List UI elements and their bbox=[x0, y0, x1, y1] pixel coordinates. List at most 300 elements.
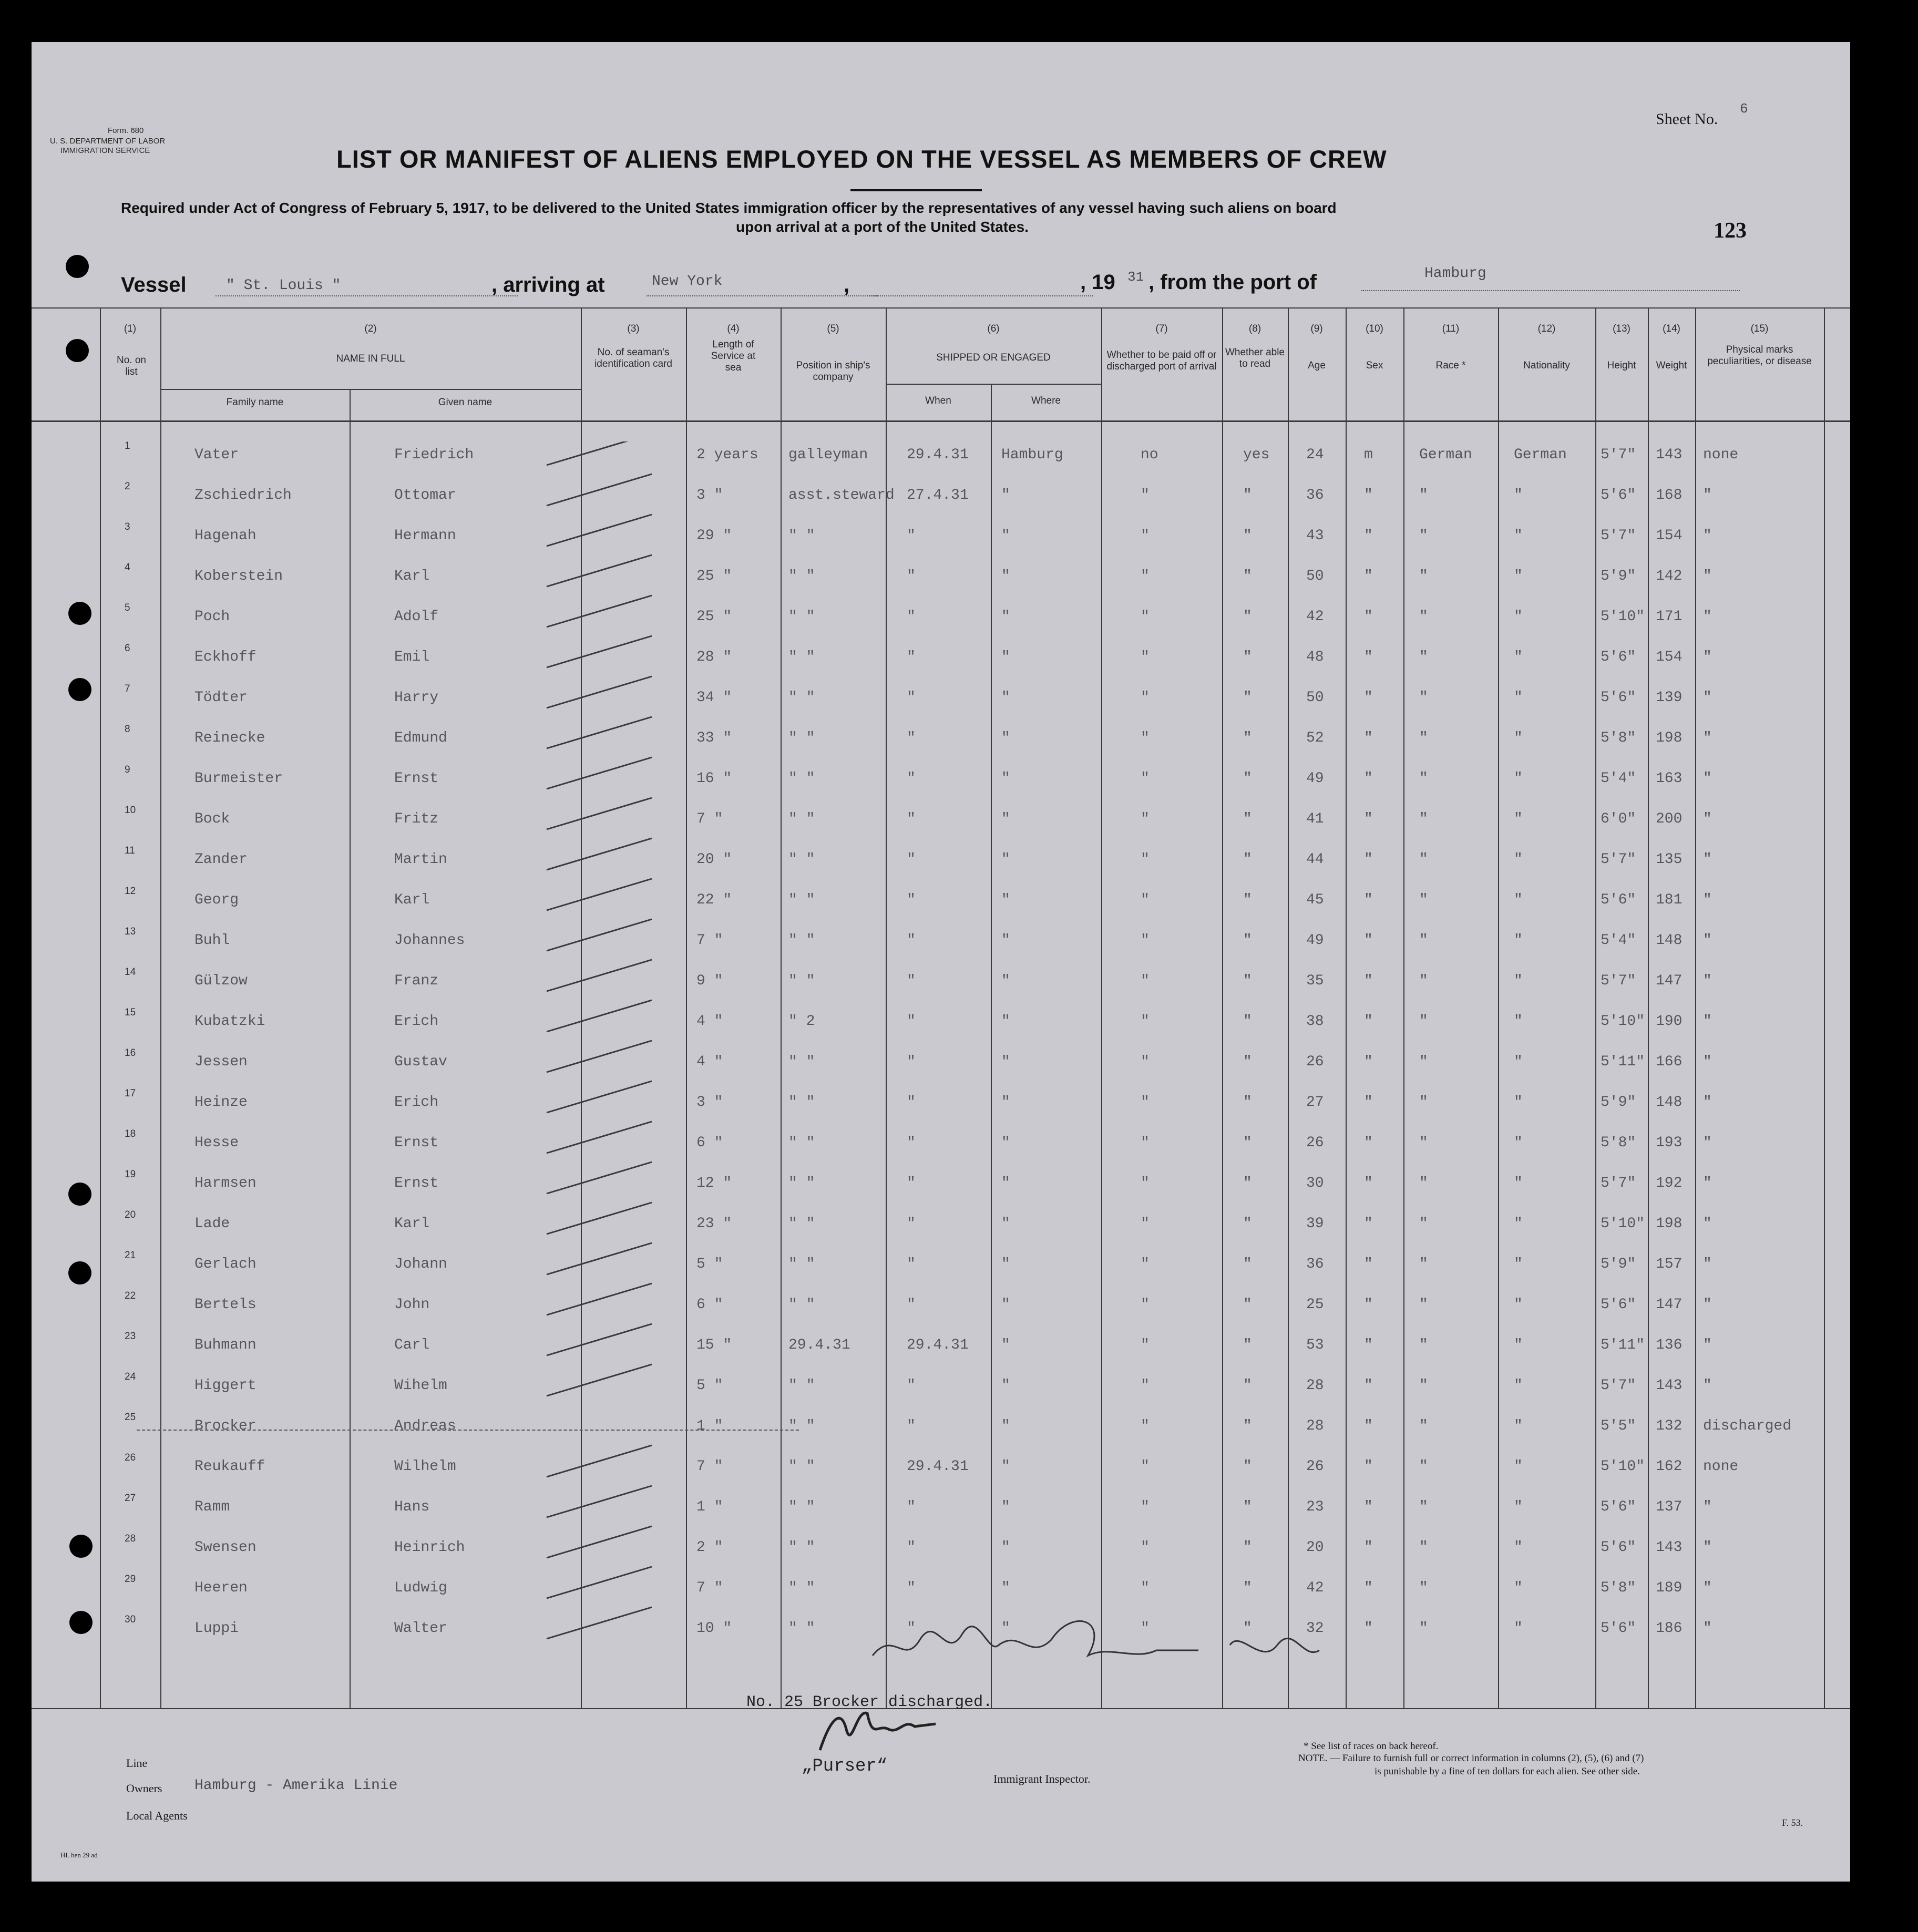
paid-off-cell: " bbox=[1141, 1337, 1150, 1353]
weight-cell: 181 bbox=[1656, 892, 1683, 908]
sex-cell: " bbox=[1364, 1620, 1373, 1637]
shipped-when-cell: " bbox=[907, 1378, 916, 1394]
row-number-cell: 29 bbox=[125, 1574, 136, 1585]
paid-off-cell: " bbox=[1141, 730, 1150, 746]
race-cell: " bbox=[1419, 730, 1428, 746]
paid-off-cell: " bbox=[1141, 1216, 1150, 1232]
col-4-number: (4) bbox=[727, 323, 740, 334]
shipped-when-cell: " bbox=[907, 1256, 916, 1272]
sex-cell: " bbox=[1364, 1499, 1373, 1515]
col-3-number: (3) bbox=[627, 323, 640, 334]
physical-marks-cell: " bbox=[1703, 1175, 1712, 1191]
column-rule bbox=[1288, 307, 1289, 1708]
position-cell: " " bbox=[788, 1175, 815, 1191]
age-cell: 28 bbox=[1306, 1418, 1324, 1434]
nationality-cell: " bbox=[1514, 1216, 1523, 1232]
row-number-cell: 30 bbox=[125, 1614, 136, 1625]
line-label: Line bbox=[126, 1756, 148, 1770]
sex-cell: " bbox=[1364, 770, 1373, 787]
physical-marks-cell: " bbox=[1703, 528, 1712, 544]
col-13-header: Height bbox=[1607, 360, 1636, 371]
weight-cell: 168 bbox=[1656, 487, 1683, 503]
shipped-when-cell: " bbox=[907, 932, 916, 949]
shipped-where-cell: " bbox=[1001, 649, 1010, 665]
vessel-field-line bbox=[216, 295, 518, 296]
service-length-cell: 15 " bbox=[696, 1337, 732, 1353]
col-14-header: Weight bbox=[1656, 360, 1687, 371]
able-to-read-cell: " bbox=[1243, 1458, 1252, 1475]
given-name-cell: Karl bbox=[394, 568, 430, 584]
service-length-cell: 25 " bbox=[696, 568, 732, 584]
height-cell: 5'10" bbox=[1601, 1216, 1645, 1232]
family-name-cell: Higgert bbox=[194, 1378, 257, 1394]
weight-cell: 190 bbox=[1656, 1013, 1683, 1030]
sex-cell: " bbox=[1364, 1094, 1373, 1111]
physical-marks-cell: none bbox=[1703, 1458, 1739, 1475]
height-cell: 5'6" bbox=[1601, 649, 1636, 665]
physical-marks-cell: " bbox=[1703, 1094, 1712, 1111]
column-rule bbox=[350, 389, 351, 1708]
age-cell: 26 bbox=[1306, 1054, 1324, 1070]
race-cell: " bbox=[1419, 1337, 1428, 1353]
position-cell: 29.4.31 bbox=[788, 1337, 850, 1353]
family-name-cell: Poch bbox=[194, 609, 230, 625]
given-name-cell: Harry bbox=[394, 690, 439, 706]
paid-off-cell: " bbox=[1141, 1418, 1150, 1434]
given-name-cell: Emil bbox=[394, 649, 430, 665]
row-number-cell: 3 bbox=[125, 521, 130, 532]
page-number: 123 bbox=[1714, 219, 1747, 243]
given-name-cell: Gustav bbox=[394, 1054, 447, 1070]
shipped-where-cell: " bbox=[1001, 770, 1010, 787]
age-cell: 52 bbox=[1306, 730, 1324, 746]
header-bottom-rule bbox=[32, 420, 1850, 422]
nationality-cell: " bbox=[1514, 932, 1523, 949]
position-cell: " " bbox=[788, 1458, 815, 1475]
row-number-cell: 16 bbox=[125, 1047, 136, 1059]
col-2b-header: Given name bbox=[438, 397, 493, 408]
paid-off-cell: " bbox=[1141, 528, 1150, 544]
page-title: LIST OR MANIFEST OF ALIENS EMPLOYED ON THE VESSEL AS MEMBERS OF CREW bbox=[336, 145, 1387, 173]
col-7-number: (7) bbox=[1155, 323, 1168, 334]
column-rule bbox=[1595, 307, 1596, 1708]
weight-cell: 143 bbox=[1656, 447, 1683, 463]
shipped-when-cell: " bbox=[907, 1297, 916, 1313]
sex-cell: " bbox=[1364, 973, 1373, 989]
nationality-cell: " bbox=[1514, 770, 1523, 787]
age-cell: 50 bbox=[1306, 568, 1324, 584]
shipped-when-cell: " bbox=[907, 1175, 916, 1191]
paid-off-cell: " bbox=[1141, 1539, 1150, 1556]
nationality-cell: " bbox=[1514, 528, 1523, 544]
paid-off-cell: " bbox=[1141, 1378, 1150, 1394]
sex-cell: " bbox=[1364, 1337, 1373, 1353]
service-length-cell: 9 " bbox=[696, 973, 723, 989]
column-rule bbox=[1824, 307, 1825, 1708]
position-cell: galleyman bbox=[788, 447, 868, 463]
row-number-cell: 27 bbox=[125, 1493, 136, 1504]
sheet-number: 6 bbox=[1740, 101, 1748, 117]
height-cell: 5'7" bbox=[1601, 1175, 1636, 1191]
shipped-when-cell: " bbox=[907, 892, 916, 908]
weight-cell: 200 bbox=[1656, 811, 1683, 827]
race-cell: " bbox=[1419, 1135, 1428, 1151]
year-label: , 19 bbox=[1080, 271, 1115, 294]
shipped-where-cell: " bbox=[1001, 1013, 1010, 1030]
col-1-header: No. on list bbox=[117, 355, 146, 377]
shipped-when-cell: " bbox=[907, 851, 916, 868]
family-name-cell: Bertels bbox=[194, 1297, 257, 1313]
service-length-cell: 4 " bbox=[696, 1054, 723, 1070]
age-cell: 53 bbox=[1306, 1337, 1324, 1353]
race-cell: " bbox=[1419, 528, 1428, 544]
able-to-read-cell: " bbox=[1243, 1216, 1252, 1232]
nationality-cell: " bbox=[1514, 1297, 1523, 1313]
col-14-number: (14) bbox=[1663, 323, 1680, 334]
printer-code: HL hen 29 ad bbox=[60, 1851, 98, 1859]
race-cell: " bbox=[1419, 1580, 1428, 1596]
physical-marks-cell: " bbox=[1703, 1054, 1712, 1070]
height-cell: 5'10" bbox=[1601, 1013, 1645, 1030]
nationality-cell: " bbox=[1514, 609, 1523, 625]
col-3-header: No. of seaman's identification card bbox=[594, 347, 672, 369]
paid-off-cell: " bbox=[1141, 851, 1150, 868]
shipped-where-cell: " bbox=[1001, 1135, 1010, 1151]
height-cell: 5'4" bbox=[1601, 770, 1636, 787]
paid-off-cell: " bbox=[1141, 1256, 1150, 1272]
position-cell: " " bbox=[788, 1094, 815, 1111]
col-7-header: Whether to be paid off or discharged port of arrival bbox=[1106, 350, 1217, 372]
service-length-cell: 7 " bbox=[696, 932, 723, 949]
nationality-cell: " bbox=[1514, 851, 1523, 868]
service-length-cell: 3 " bbox=[696, 1094, 723, 1111]
purser-stamp: „Purser“ bbox=[802, 1756, 888, 1776]
given-name-cell: Edmund bbox=[394, 730, 447, 746]
family-name-cell: Buhl bbox=[194, 932, 230, 949]
binder-hole bbox=[69, 1535, 93, 1558]
service-length-cell: 33 " bbox=[696, 730, 732, 746]
family-name-cell: Burmeister bbox=[194, 770, 283, 787]
family-name-cell: Heinze bbox=[194, 1094, 248, 1111]
weight-cell: 147 bbox=[1656, 1297, 1683, 1313]
weight-cell: 136 bbox=[1656, 1337, 1683, 1353]
row-number-cell: 26 bbox=[125, 1452, 136, 1463]
able-to-read-cell: " bbox=[1243, 1256, 1252, 1272]
binder-hole bbox=[68, 1183, 91, 1206]
shipped-where-cell: " bbox=[1001, 1337, 1010, 1353]
weight-cell: 198 bbox=[1656, 730, 1683, 746]
paid-off-cell: " bbox=[1141, 1458, 1150, 1475]
service-length-cell: 5 " bbox=[696, 1256, 723, 1272]
family-name-cell: Zschiedrich bbox=[194, 487, 292, 503]
weight-cell: 142 bbox=[1656, 568, 1683, 584]
position-cell: " " bbox=[788, 1054, 815, 1070]
service-length-cell: 7 " bbox=[696, 811, 723, 827]
paid-off-cell: no bbox=[1141, 447, 1158, 463]
column-rule bbox=[686, 307, 687, 1708]
family-name-cell: Koberstein bbox=[194, 568, 283, 584]
physical-marks-cell: " bbox=[1703, 1337, 1712, 1353]
sex-cell: " bbox=[1364, 1054, 1373, 1070]
able-to-read-cell: " bbox=[1243, 1580, 1252, 1596]
shipped-where-cell: " bbox=[1001, 1418, 1010, 1434]
shipped-sub-rule bbox=[886, 384, 1101, 385]
shipped-when-cell: " bbox=[907, 649, 916, 665]
name-sub-rule bbox=[160, 389, 581, 390]
position-cell: " " bbox=[788, 770, 815, 787]
physical-marks-cell: " bbox=[1703, 973, 1712, 989]
row-number-cell: 14 bbox=[125, 967, 136, 978]
height-cell: 5'7" bbox=[1601, 1378, 1636, 1394]
given-name-cell: Heinrich bbox=[394, 1539, 465, 1556]
owners-label: Owners bbox=[126, 1782, 162, 1795]
shipped-when-cell: " bbox=[907, 1013, 916, 1030]
weight-cell: 139 bbox=[1656, 690, 1683, 706]
col-11-header: Race * bbox=[1435, 360, 1466, 371]
physical-marks-cell: " bbox=[1703, 730, 1712, 746]
race-cell: German bbox=[1419, 447, 1472, 463]
weight-cell: 143 bbox=[1656, 1378, 1683, 1394]
vessel-value: " St. Louis " bbox=[226, 278, 341, 294]
column-rule bbox=[1403, 307, 1404, 1708]
shipped-where-cell: " bbox=[1001, 1580, 1010, 1596]
form-number: Form. 680 bbox=[108, 126, 144, 135]
race-cell: " bbox=[1419, 487, 1428, 503]
able-to-read-cell: " bbox=[1243, 528, 1252, 544]
shipped-where-cell: " bbox=[1001, 1094, 1010, 1111]
shipped-when-cell: " bbox=[907, 1094, 916, 1111]
fine-note-1: NOTE. — Failure to furnish full or correct information in columns (2), (5), (6) and (7) bbox=[1298, 1753, 1644, 1764]
weight-cell: 154 bbox=[1656, 528, 1683, 544]
physical-marks-cell: " bbox=[1703, 568, 1712, 584]
age-cell: 49 bbox=[1306, 932, 1324, 949]
paid-off-cell: " bbox=[1141, 892, 1150, 908]
family-name-cell: Tödter bbox=[194, 690, 248, 706]
col-12-number: (12) bbox=[1537, 323, 1556, 334]
height-cell: 5'11" bbox=[1601, 1337, 1645, 1353]
column-rule bbox=[886, 307, 887, 1708]
service-length-cell: 6 " bbox=[696, 1135, 723, 1151]
weight-cell: 148 bbox=[1656, 932, 1683, 949]
weight-cell: 154 bbox=[1656, 649, 1683, 665]
id-card-checkmarks bbox=[531, 441, 668, 1755]
physical-marks-cell: " bbox=[1703, 649, 1712, 665]
row-number-cell: 8 bbox=[125, 724, 130, 735]
nationality-cell: " bbox=[1514, 1175, 1523, 1191]
shipped-when-cell: " bbox=[907, 690, 916, 706]
nationality-cell: German bbox=[1514, 447, 1567, 463]
col-9-header: Age bbox=[1308, 360, 1326, 371]
able-to-read-cell: " bbox=[1243, 1175, 1252, 1191]
able-to-read-cell: " bbox=[1243, 1378, 1252, 1394]
shipped-where-cell: " bbox=[1001, 1256, 1010, 1272]
position-cell: " " bbox=[788, 1297, 815, 1313]
age-cell: 26 bbox=[1306, 1135, 1324, 1151]
discharge-note: No. 25 Brocker discharged. bbox=[746, 1693, 993, 1711]
race-cell: " bbox=[1419, 1216, 1428, 1232]
nationality-cell: " bbox=[1514, 811, 1523, 827]
position-cell: " " bbox=[788, 1539, 815, 1556]
col-8-number: (8) bbox=[1248, 323, 1261, 334]
shipped-where-cell: Hamburg bbox=[1001, 447, 1063, 463]
col-4-header: Length of Service at sea bbox=[711, 339, 756, 373]
shipped-when-cell: 27.4.31 bbox=[907, 487, 969, 503]
shipped-where-cell: " bbox=[1001, 1458, 1010, 1475]
age-cell: 26 bbox=[1306, 1458, 1324, 1475]
able-to-read-cell: " bbox=[1243, 1337, 1252, 1353]
column-rule bbox=[1222, 307, 1223, 1708]
physical-marks-cell: " bbox=[1703, 1378, 1712, 1394]
position-cell: " " bbox=[788, 1378, 815, 1394]
able-to-read-cell: " bbox=[1243, 851, 1252, 868]
given-name-cell: Martin bbox=[394, 851, 447, 868]
given-name-cell: Ludwig bbox=[394, 1580, 447, 1596]
sex-cell: " bbox=[1364, 1378, 1373, 1394]
paid-off-cell: " bbox=[1141, 609, 1150, 625]
owners-value: Hamburg - Amerika Linie bbox=[194, 1777, 398, 1794]
service-length-cell: 2 years bbox=[696, 447, 758, 463]
shipped-where-cell: " bbox=[1001, 1539, 1010, 1556]
binder-hole bbox=[69, 1611, 93, 1634]
sheet-label: Sheet No. bbox=[1656, 110, 1718, 128]
able-to-read-cell: " bbox=[1243, 932, 1252, 949]
family-name-cell: Luppi bbox=[194, 1620, 239, 1637]
position-cell: " 2 bbox=[788, 1013, 815, 1030]
position-cell: " " bbox=[788, 1418, 815, 1434]
height-cell: 5'8" bbox=[1601, 1580, 1636, 1596]
given-name-cell: Ottomar bbox=[394, 487, 456, 503]
col-6a-header: When bbox=[925, 395, 951, 406]
given-name-cell: Ernst bbox=[394, 1175, 439, 1191]
given-name-cell: Wihelm bbox=[394, 1378, 447, 1394]
able-to-read-cell: " bbox=[1243, 1013, 1252, 1030]
shipped-when-cell: " bbox=[907, 609, 916, 625]
physical-marks-cell: " bbox=[1703, 1539, 1712, 1556]
row-number-cell: 17 bbox=[125, 1088, 136, 1099]
department-name: U. S. DEPARTMENT OF LABOR bbox=[50, 137, 166, 146]
weight-cell: 166 bbox=[1656, 1054, 1683, 1070]
given-name-cell: John bbox=[394, 1297, 430, 1313]
col-5-header: Position in ship's company bbox=[796, 360, 870, 383]
position-cell: " " bbox=[788, 1620, 815, 1637]
nationality-cell: " bbox=[1514, 568, 1523, 584]
family-name-cell: Brocker bbox=[194, 1418, 257, 1434]
nationality-cell: " bbox=[1514, 1135, 1523, 1151]
nationality-cell: " bbox=[1514, 1378, 1523, 1394]
sex-cell: " bbox=[1364, 851, 1373, 868]
arriving-value: New York bbox=[652, 273, 723, 290]
age-cell: 42 bbox=[1306, 1580, 1324, 1596]
family-name-cell: Ramm bbox=[194, 1499, 230, 1515]
family-name-cell: Georg bbox=[194, 892, 239, 908]
shipped-where-cell: " bbox=[1001, 892, 1010, 908]
nationality-cell: " bbox=[1514, 1256, 1523, 1272]
family-name-cell: Jessen bbox=[194, 1054, 248, 1070]
physical-marks-cell: " bbox=[1703, 690, 1712, 706]
able-to-read-cell: " bbox=[1243, 1094, 1252, 1111]
position-cell: " " bbox=[788, 973, 815, 989]
weight-cell: 171 bbox=[1656, 609, 1683, 625]
weight-cell: 147 bbox=[1656, 973, 1683, 989]
position-cell: " " bbox=[788, 568, 815, 584]
able-to-read-cell: " bbox=[1243, 892, 1252, 908]
col-5-number: (5) bbox=[827, 323, 839, 334]
able-to-read-cell: " bbox=[1243, 973, 1252, 989]
row-number-cell: 5 bbox=[125, 602, 130, 613]
column-rule bbox=[1648, 307, 1649, 1708]
paid-off-cell: " bbox=[1141, 649, 1150, 665]
sex-cell: " bbox=[1364, 487, 1373, 503]
shipped-where-cell: " bbox=[1001, 528, 1010, 544]
service-length-cell: 4 " bbox=[696, 1013, 723, 1030]
shipped-when-cell: " bbox=[907, 568, 916, 584]
shipped-where-cell: " bbox=[1001, 1216, 1010, 1232]
race-cell: " bbox=[1419, 1013, 1428, 1030]
given-name-cell: Friedrich bbox=[394, 447, 474, 463]
column-rule bbox=[160, 307, 161, 1708]
binder-hole bbox=[66, 339, 89, 362]
family-name-cell: Harmsen bbox=[194, 1175, 257, 1191]
age-cell: 30 bbox=[1306, 1175, 1324, 1191]
vessel-label: Vessel bbox=[121, 273, 187, 296]
position-cell: " " bbox=[788, 1256, 815, 1272]
form-code: F. 53. bbox=[1782, 1817, 1803, 1828]
height-cell: 5'5" bbox=[1601, 1418, 1636, 1434]
position-cell: " " bbox=[788, 690, 815, 706]
physical-marks-cell: " bbox=[1703, 1216, 1712, 1232]
shipped-when-cell: " bbox=[907, 1580, 916, 1596]
family-name-cell: Hesse bbox=[194, 1135, 239, 1151]
physical-marks-cell: " bbox=[1703, 1256, 1712, 1272]
shipped-where-cell: " bbox=[1001, 1175, 1010, 1191]
physical-marks-cell: " bbox=[1703, 932, 1712, 949]
position-cell: " " bbox=[788, 1216, 815, 1232]
height-cell: 5'10" bbox=[1601, 609, 1645, 625]
physical-marks-cell: " bbox=[1703, 892, 1712, 908]
height-cell: 5'6" bbox=[1601, 1499, 1636, 1515]
nationality-cell: " bbox=[1514, 1499, 1523, 1515]
height-cell: 5'11" bbox=[1601, 1054, 1645, 1070]
given-name-cell: Fritz bbox=[394, 811, 439, 827]
age-cell: 28 bbox=[1306, 1378, 1324, 1394]
from-port-label: , from the port of bbox=[1148, 271, 1317, 294]
row-number-cell: 2 bbox=[125, 481, 130, 492]
physical-marks-cell: " bbox=[1703, 1135, 1712, 1151]
sex-cell: " bbox=[1364, 1175, 1373, 1191]
race-cell: " bbox=[1419, 1418, 1428, 1434]
able-to-read-cell: " bbox=[1243, 1297, 1252, 1313]
nationality-cell: " bbox=[1514, 1013, 1523, 1030]
height-cell: 5'6" bbox=[1601, 1297, 1636, 1313]
column-rule bbox=[1101, 307, 1102, 1708]
row-number-cell: 20 bbox=[125, 1209, 136, 1220]
table-top-rule bbox=[32, 307, 1850, 309]
sex-cell: " bbox=[1364, 649, 1373, 665]
height-cell: 5'6" bbox=[1601, 1620, 1636, 1637]
position-cell: " " bbox=[788, 892, 815, 908]
position-cell: " " bbox=[788, 649, 815, 665]
year-value: 31 bbox=[1127, 269, 1144, 285]
race-cell: " bbox=[1419, 1054, 1428, 1070]
position-cell: " " bbox=[788, 1135, 815, 1151]
sex-cell: " bbox=[1364, 1297, 1373, 1313]
physical-marks-cell: " bbox=[1703, 1297, 1712, 1313]
service-length-cell: 7 " bbox=[696, 1580, 723, 1596]
paid-off-cell: " bbox=[1141, 1135, 1150, 1151]
age-cell: 32 bbox=[1306, 1620, 1324, 1637]
sex-cell: " bbox=[1364, 1418, 1373, 1434]
race-cell: " bbox=[1419, 973, 1428, 989]
